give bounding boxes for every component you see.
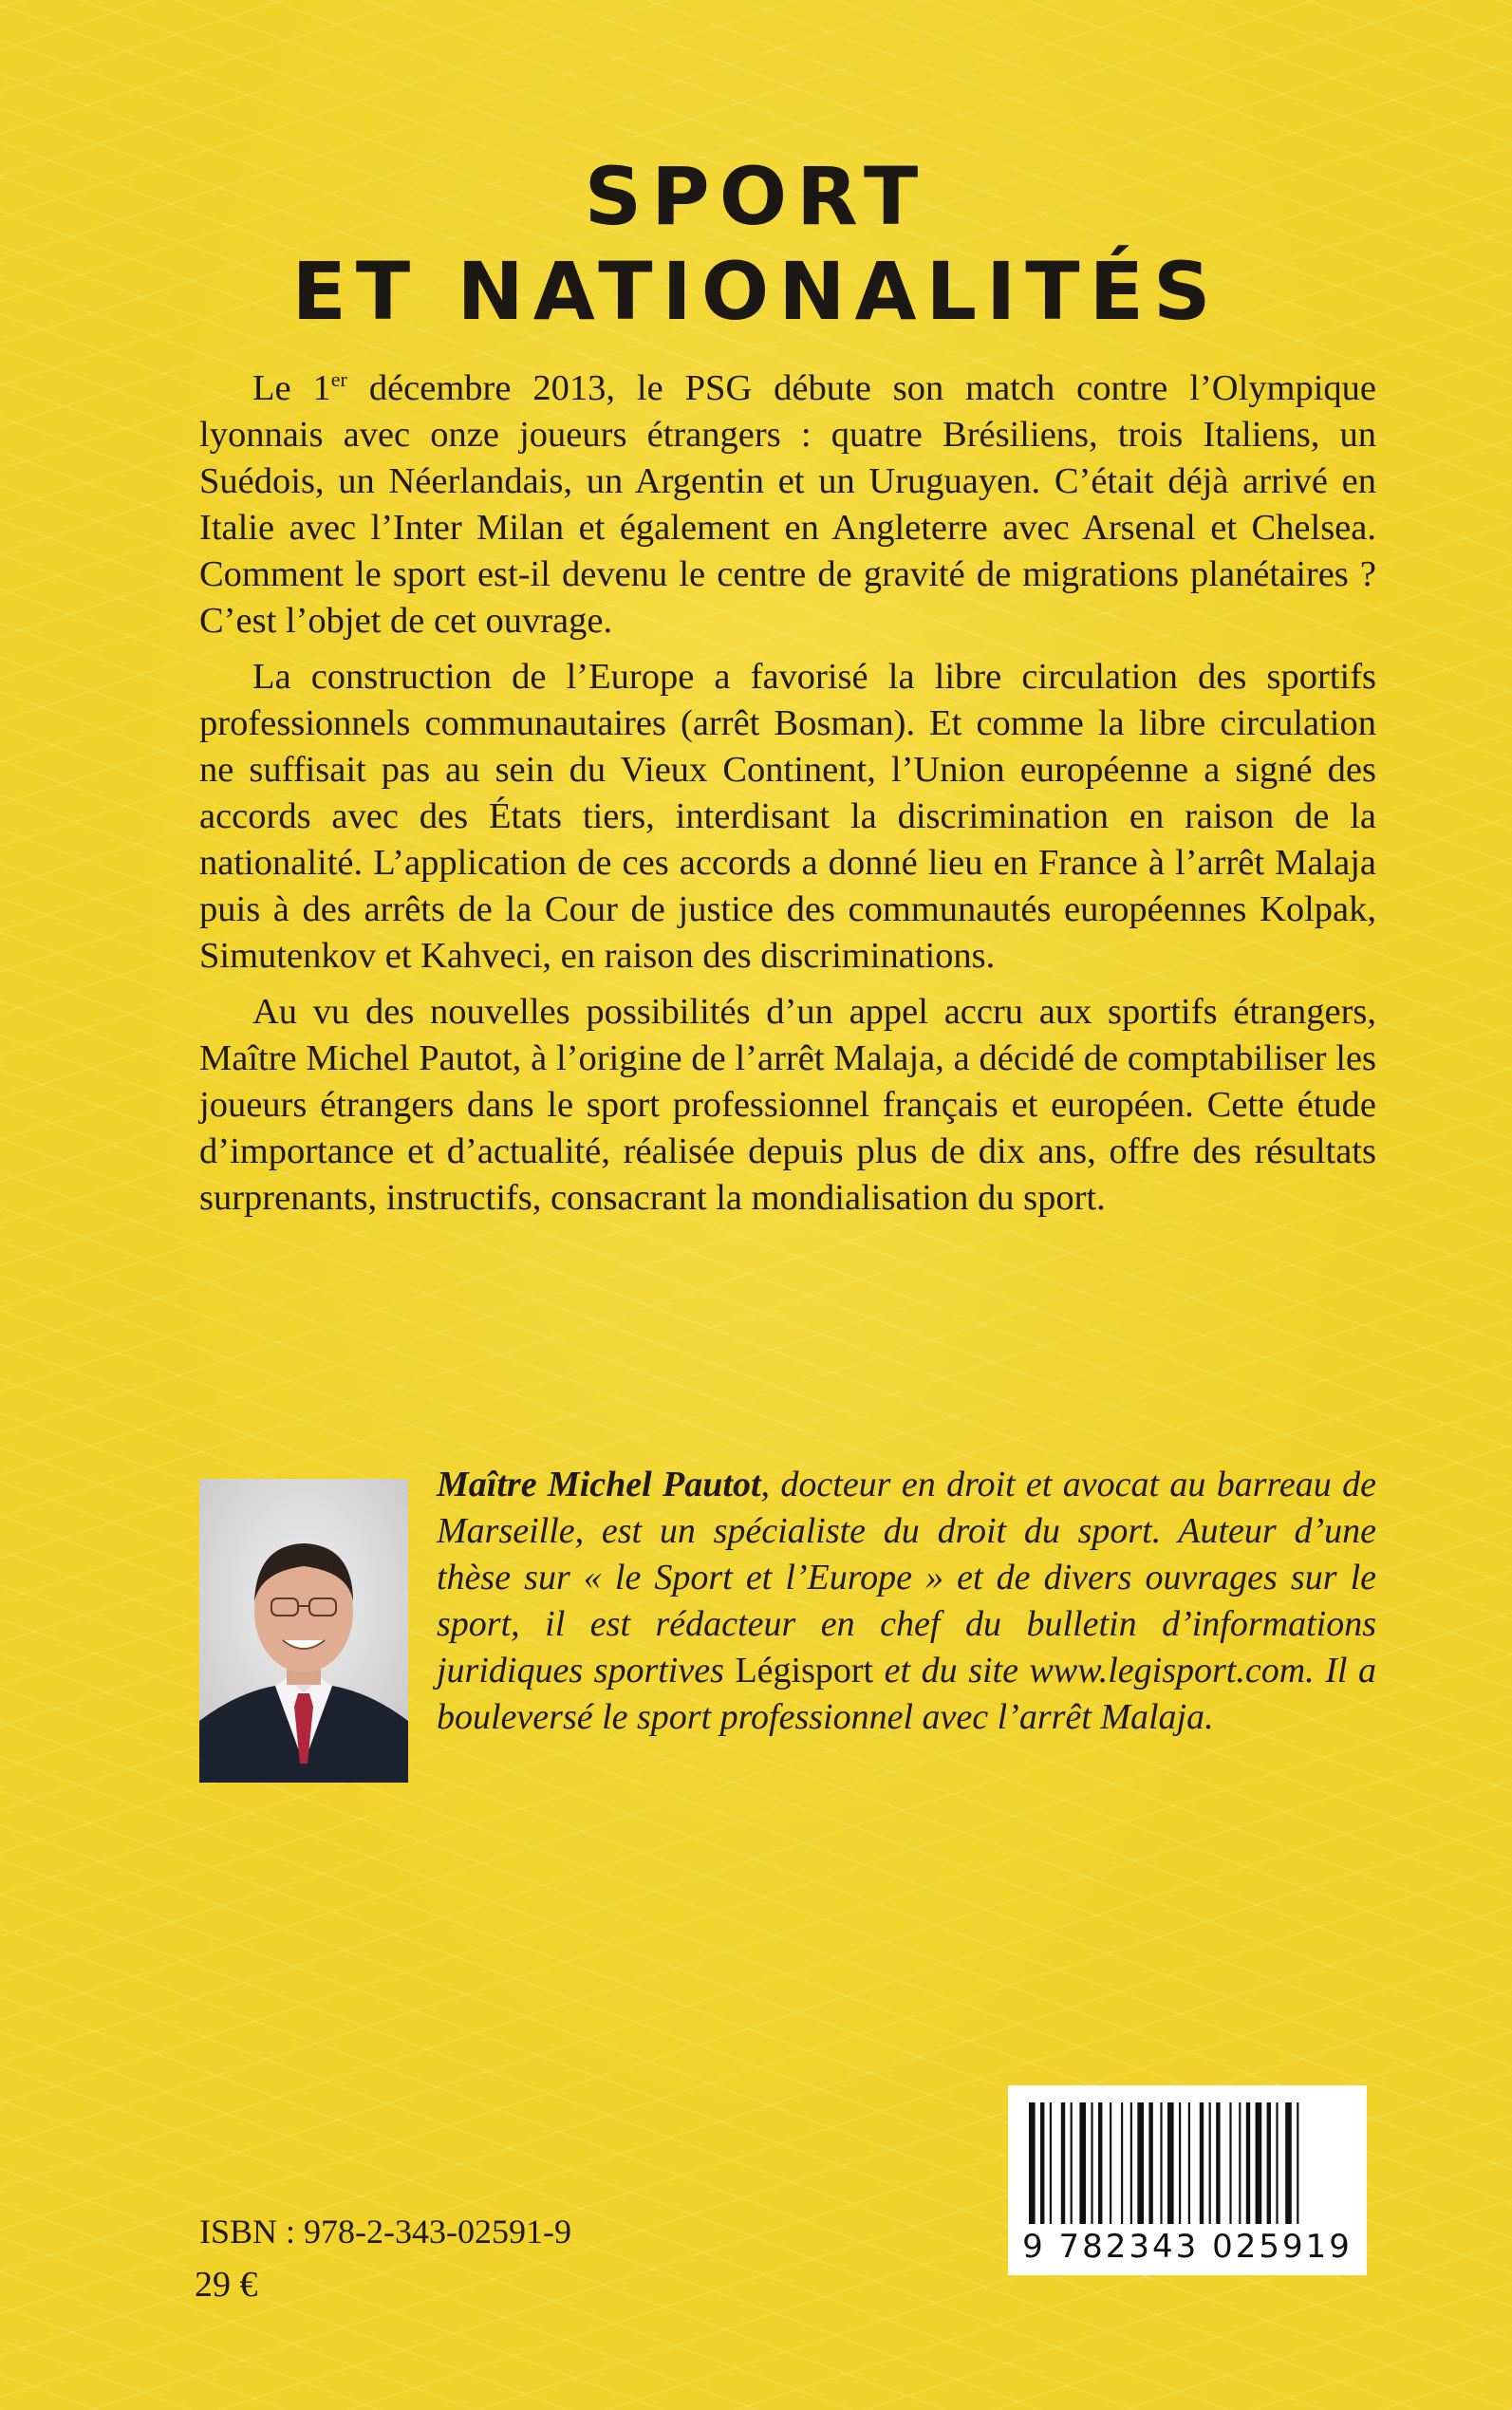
barcode-bar bbox=[1179, 2102, 1181, 2224]
synopsis bbox=[199, 365, 1376, 1231]
barcode-bar bbox=[1071, 2102, 1073, 2224]
isbn: ISBN : 978-2-343-02591-9 bbox=[199, 2213, 571, 2251]
barcode-bar bbox=[1297, 2102, 1298, 2224]
barcode-bar bbox=[1229, 2102, 1231, 2224]
barcode-bar bbox=[1285, 2102, 1292, 2224]
author-name: Maître Michel Pautot bbox=[437, 1465, 761, 1504]
barcode-bar bbox=[1148, 2102, 1152, 2224]
barcode-bar bbox=[1239, 2102, 1241, 2224]
barcode-bar bbox=[1121, 2102, 1123, 2224]
barcode-bar bbox=[1029, 2102, 1036, 2224]
barcode bbox=[1008, 2085, 1367, 2275]
barcode-bar bbox=[1188, 2102, 1190, 2224]
barcode-bar bbox=[1246, 2102, 1250, 2224]
author-photo bbox=[199, 1479, 408, 1783]
barcode-bar bbox=[1256, 2102, 1262, 2224]
ordinal-superscript: er bbox=[330, 367, 347, 391]
synopsis-paragraph-3: Au vu des nouvelles possibilités d’un appel accru aux sportifs étrangers, Maître Michel Pautot, à l’origine de l’arrêt Malaja, a décidé de comptabiliser les joueurs étrangers dans le sport professionnel français et européen. Cette étude d’importance et d’actualité, réalisée depuis plus de dix ans, offre des résultats surprenants, instructifs, consacrant la mondialisation du sport. bbox=[199, 992, 1376, 1218]
barcode-bar bbox=[1061, 2102, 1065, 2224]
barcode-bar bbox=[1098, 2102, 1102, 2224]
barcode-bar bbox=[1209, 2102, 1211, 2224]
book-title-line2: ET NATIONALITÉS bbox=[291, 245, 1221, 338]
barcode-bar bbox=[1216, 2102, 1220, 2224]
price: 29 € bbox=[195, 2265, 258, 2305]
book-title-line1: SPORT bbox=[584, 150, 928, 243]
barcode-bar bbox=[1167, 2102, 1174, 2224]
barcode-bar bbox=[1040, 2102, 1044, 2224]
barcode-bar bbox=[1276, 2102, 1278, 2224]
barcode-bars bbox=[1008, 2085, 1367, 2228]
barcode-bar bbox=[1130, 2102, 1132, 2224]
barcode-bar bbox=[1267, 2102, 1271, 2224]
publication-name: Légisport bbox=[735, 1651, 874, 1691]
barcode-bar bbox=[1200, 2102, 1204, 2224]
synopsis-paragraph-1: Le 1er décembre 2013, le PSG débute son match contre l’Olympique lyonnais avec onze joueurs étrangers : quatre Brésiliens, trois Italiens, un Suédois, un Néerlandais, un Argentin et un Uruguayen. C’était déjà arrivé en Italie avec l’Inter Milan et également en Angleterre avec Arsenal et Chelsea. Comment le sport est-il devenu le centre de gravité de migrations planétaires ? C’est l’objet de cet ouvrage. bbox=[199, 367, 1377, 641]
barcode-bar bbox=[1091, 2102, 1092, 2224]
barcode-bar bbox=[1079, 2102, 1086, 2224]
barcode-bar bbox=[1110, 2102, 1111, 2224]
author-portrait-image bbox=[199, 1479, 408, 1783]
barcode-bar bbox=[1137, 2102, 1144, 2224]
barcode-bar bbox=[1050, 2102, 1052, 2224]
synopsis-paragraph-2: La construction de l’Europe a favorisé la libre circulation des sportifs professionnels communautaires (arrêt Bosman). Et comme la libre circulation ne suffisait pas au sein du Vieux Continent, l’Union européenne a signé des accords avec des États tiers, interdisant la discrimination en raison de la nationalité. L’application de ces accords a donné lieu en France à l’arrêt Malaja puis à des arrêts de la Cour de justice des communautés européennes Kolpak, Simutenkov et Kahveci, en raison des discriminations. bbox=[199, 657, 1376, 976]
barcode-number: 9 782343 025919 bbox=[1022, 2228, 1353, 2266]
author-bio: Maître Michel Pautot, docteur en droit et avocat au barreau de Marseille, est un spécialiste du droit du sport. Auteur d’une thèse sur « le Sport et l’Europe » et de divers ouvrages sur le sport, il est rédacteur en chef du bulletin d’informations juridiques sportives Légisport et du site www.legisport.com. Il a bouleversé le sport professionnel avec l’arrêt Malaja. bbox=[437, 1465, 1377, 1737]
barcode-bar bbox=[1160, 2102, 1162, 2224]
